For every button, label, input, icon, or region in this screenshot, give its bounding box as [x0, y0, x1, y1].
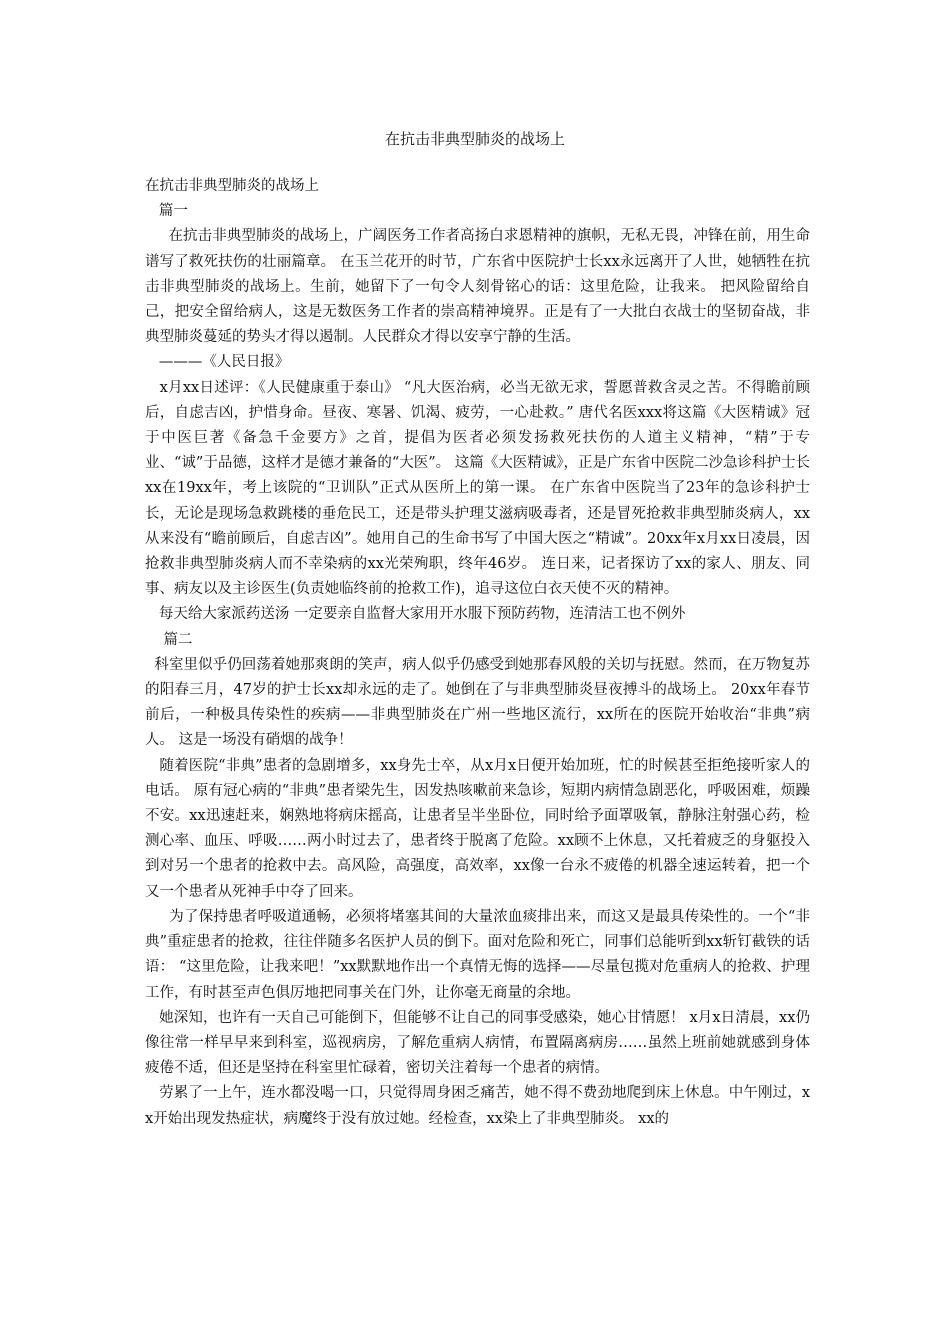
document-title: 在抗击非典型肺炎的战场上: [384, 130, 565, 148]
paragraph-section-1: 篇一: [145, 203, 188, 220]
paragraph: x月xx日述评：《人民健康重于泰山》 “凡大医治病，必当无欲无求，誓愿普救含灵之苦。不得瞻前顾后，自虑吉凶，护惜身命。昼夜、寒暑、饥渴、疲劳，一心赴救。” 唐代名医xxx将这篇《大医精诚》冠于中医巨著《备急千金要方》之首，提倡为医者必须发扬救死扶伤的人道主义精神，“精”于专业、“诚”于品德，这样才是德才兼备的“大医”。 这篇《大医精诚》，正是广东省中医院二沙急诊科护士长xx在19xx年，考上该院的“卫训队”正式从医所上的第一课。 在广东省中医院当了23年的急诊科护士长，无论是现场急救跳楼的垂危民工，还是带头护理艾滋病吸毒者，还是冒死抢救非典型肺炎病人，xx从来没有“瞻前顾后，自虑吉凶”。她用自己的生命书写了中国大医之“精诚”。20xx年x月xx日凌晨，因抢救非典型肺炎病人而不幸染病的xx光荣殉职，终年46岁。 连日来，记者探访了xx的家人、朋友、同事、病友以及主诊医生(负责她临终前的抢救工作)，追寻这位白衣天使不灭的精神。: [145, 379, 811, 598]
paragraph: 科室里似乎仍回荡着她那爽朗的笑声，病人似乎仍感受到她那春风般的关切与抚慰。然而，在万物复苏的阳春三月，47岁的护士长xx却永远的走了。她倒在了与非典型肺炎昼夜搏斗的战场上。 20xx年春节前后，一种极具传染性的疾病——非典型肺炎在广州一些地区流行，xx所在的医院开始收治“非典”病人。 这是一场没有硝烟的战争！: [145, 656, 811, 749]
paragraph-subtitle: 在抗击非典型肺炎的战场上: [145, 178, 319, 194]
paragraph: 每天给大家派药送汤 一定要亲自监督大家用开水服下预防药物，连清洁工也不例外: [145, 606, 686, 623]
paragraph-source: ———《人民日报》: [145, 354, 290, 371]
document-body: [145, 174, 810, 1132]
paragraph: 在抗击非典型肺炎的战场上，广阔医务工作者高扬白求恩精神的旗帜，无私无畏，冲锋在前，用生命谱写了救死扶伤的壮丽篇章。 在玉兰花开的时节，广东省中医院护士长xx永远离开了人世，她牺牲在抗击非典型肺炎的战场上。生前，她留下了一句令人刻骨铭心的话：这里危险，让我来。 把风险留给自己，把安全留给病人，这是无数医务工作者的崇高精神境界。正是有了一大批白衣战士的坚韧奋战，非典型肺炎蔓延的势头才得以遏制。人民群众才得以安享宁静的生活。: [145, 228, 811, 346]
paragraph: 她深知，也许有一天自己可能倒下，但能够不让自己的同事受感染，她心甘情愿！ x月x日清晨，xx仍像往常一样早早来到科室，巡视病房，了解危重病人病情，布置隔离病房……虽然上班前她就感到身体疲倦不适，但还是坚持在科室里忙碌着，密切关注着每一个患者的病情。: [145, 1009, 810, 1077]
paragraph: 为了保持患者呼吸道通畅，必须将堵塞其间的大量浓血痰排出来，而这又是最具传染性的。一个“非典”重症患者的抢救，往往伴随多名医护人员的倒下。面对危险和死亡，同事们总能听到xx斩钉截铁的话语： “这里危险，让我来吧！”xx默默地作出一个真情无悔的选择——尽量包揽对危重病人的抢救、护理工作，有时甚至声色俱厉地把同事关在门外，让你毫无商量的余地。: [145, 908, 810, 1001]
paragraph: 随着医院“非典”患者的急剧增多，xx身先士卒，从x月x日便开始加班，忙的时候甚至拒绝接听家人的电话。 原有冠心病的“非典”患者梁先生，因发热咳嗽前来急诊，短期内病情急剧恶化，呼吸困难，烦躁不安。xx迅速赶来，娴熟地将病床摇高，让患者呈半坐卧位，同时给予面罩吸氧，静脉注射强心药，检测心率、血压、呼吸……两小时过去了，患者终于脱离了危险。xx顾不上休息，又托着疲乏的身躯投入到对另一个患者的抢救中去。高风险，高强度，高效率，xx像一台永不疲倦的机器全速运转着，把一个又一个患者从死神手中夺了回来。: [145, 757, 810, 900]
paragraph-section-2: 篇二: [145, 631, 193, 648]
paragraph: 劳累了一上午，连水都没喝一口，只觉得周身困乏痛苦，她不得不费劲地爬到床上休息。中午刚过，xx开始出现发热症状，病魔终于没有放过她。经检查，xx染上了非典型肺炎。 xx的: [145, 1085, 810, 1127]
